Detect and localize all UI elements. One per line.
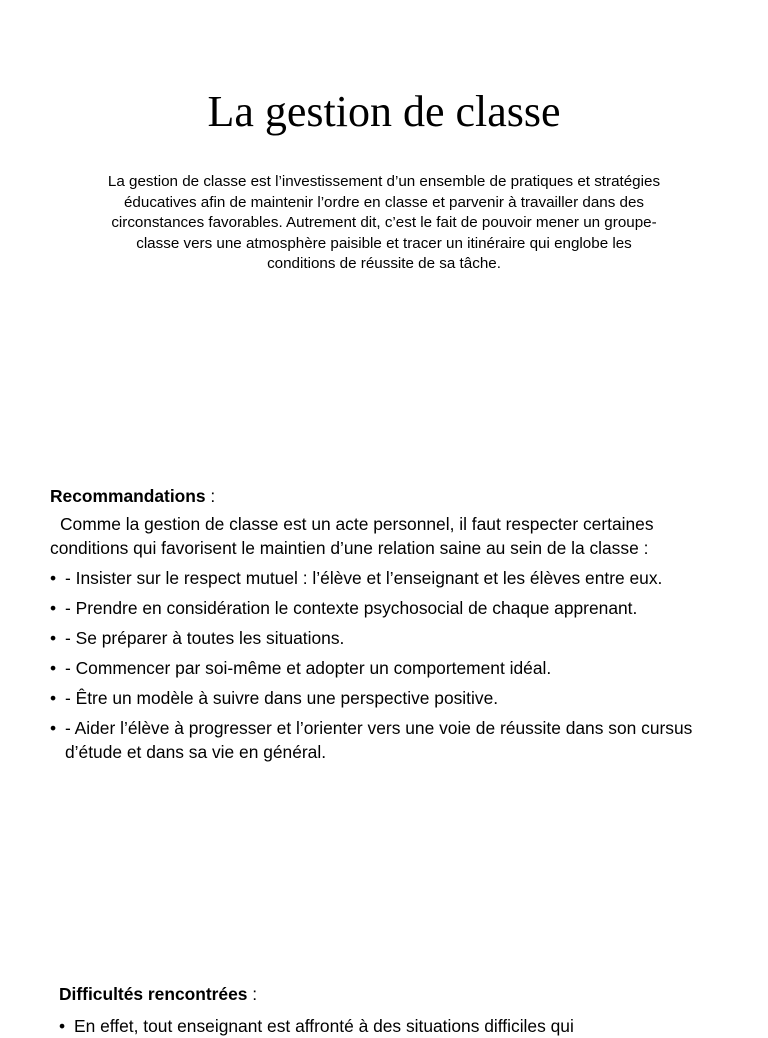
list-item-text: - Prendre en considération le contexte psychosocial de chaque apprenant.	[65, 598, 638, 618]
bullet-icon: •	[50, 658, 57, 678]
list-item-text: - Se préparer à toutes les situations.	[65, 628, 345, 648]
list-item	[50, 626, 730, 650]
recommandations-list	[50, 566, 730, 764]
recommandations-section	[50, 484, 730, 770]
page-title: La gestion de classe	[207, 87, 561, 136]
difficultes-heading	[59, 982, 739, 1006]
list-item-text: - Commencer par soi-même et adopter un comportement idéal.	[65, 658, 552, 678]
list-item-text: - Être un modèle à suivre dans une perspective positive.	[65, 688, 499, 708]
list-item-text: En effet, tout enseignant est affronté à des situations difficiles qui	[74, 1016, 574, 1036]
recommandations-heading	[50, 484, 730, 508]
list-item	[50, 596, 730, 620]
bullet-icon: •	[50, 598, 57, 618]
list-item-text: - Aider l’élève à progresser et l’orienter vers une voie de réussite dans son cursus d’étude et dans sa vie en général.	[65, 718, 693, 762]
recommandations-heading-suffix: :	[205, 486, 216, 506]
bullet-icon: •	[50, 628, 57, 648]
recommandations-paragraph: Comme la gestion de classe est un acte personnel, il faut respecter certaines conditions qui favorisent le maintien d’une relation saine au sein de la classe :	[50, 514, 654, 558]
difficultes-section	[59, 982, 739, 1038]
list-item	[50, 686, 730, 710]
difficultes-heading-suffix: :	[247, 984, 258, 1004]
recommandations-heading-text: Recommandations	[50, 486, 206, 506]
difficultes-first-bullet	[59, 1014, 739, 1038]
list-item-text: - Insister sur le respect mutuel : l’élève et l’enseignant et les élèves entre eux.	[65, 568, 663, 588]
bullet-icon: •	[50, 718, 57, 738]
bullet-icon: •	[50, 568, 57, 588]
bullet-icon: •	[50, 688, 57, 708]
list-item	[50, 656, 730, 680]
bullet-icon: •	[59, 1016, 66, 1036]
difficultes-heading-text: Difficultés rencontrées	[59, 984, 248, 1004]
list-item	[50, 566, 730, 590]
list-item	[50, 716, 730, 764]
intro-paragraph: La gestion de classe est l’investissement d’un ensemble de pratiques et stratégies éducatives afin de maintenir l’ordre en classe et parvenir à travailler dans des circonstances favorables. Autrement dit, c’est le fait de pouvoir mener un groupe-classe vers une atmosphère paisible et tracer un itinéraire qui englobe les conditions de réussite de sa tâche.	[107, 173, 661, 273]
